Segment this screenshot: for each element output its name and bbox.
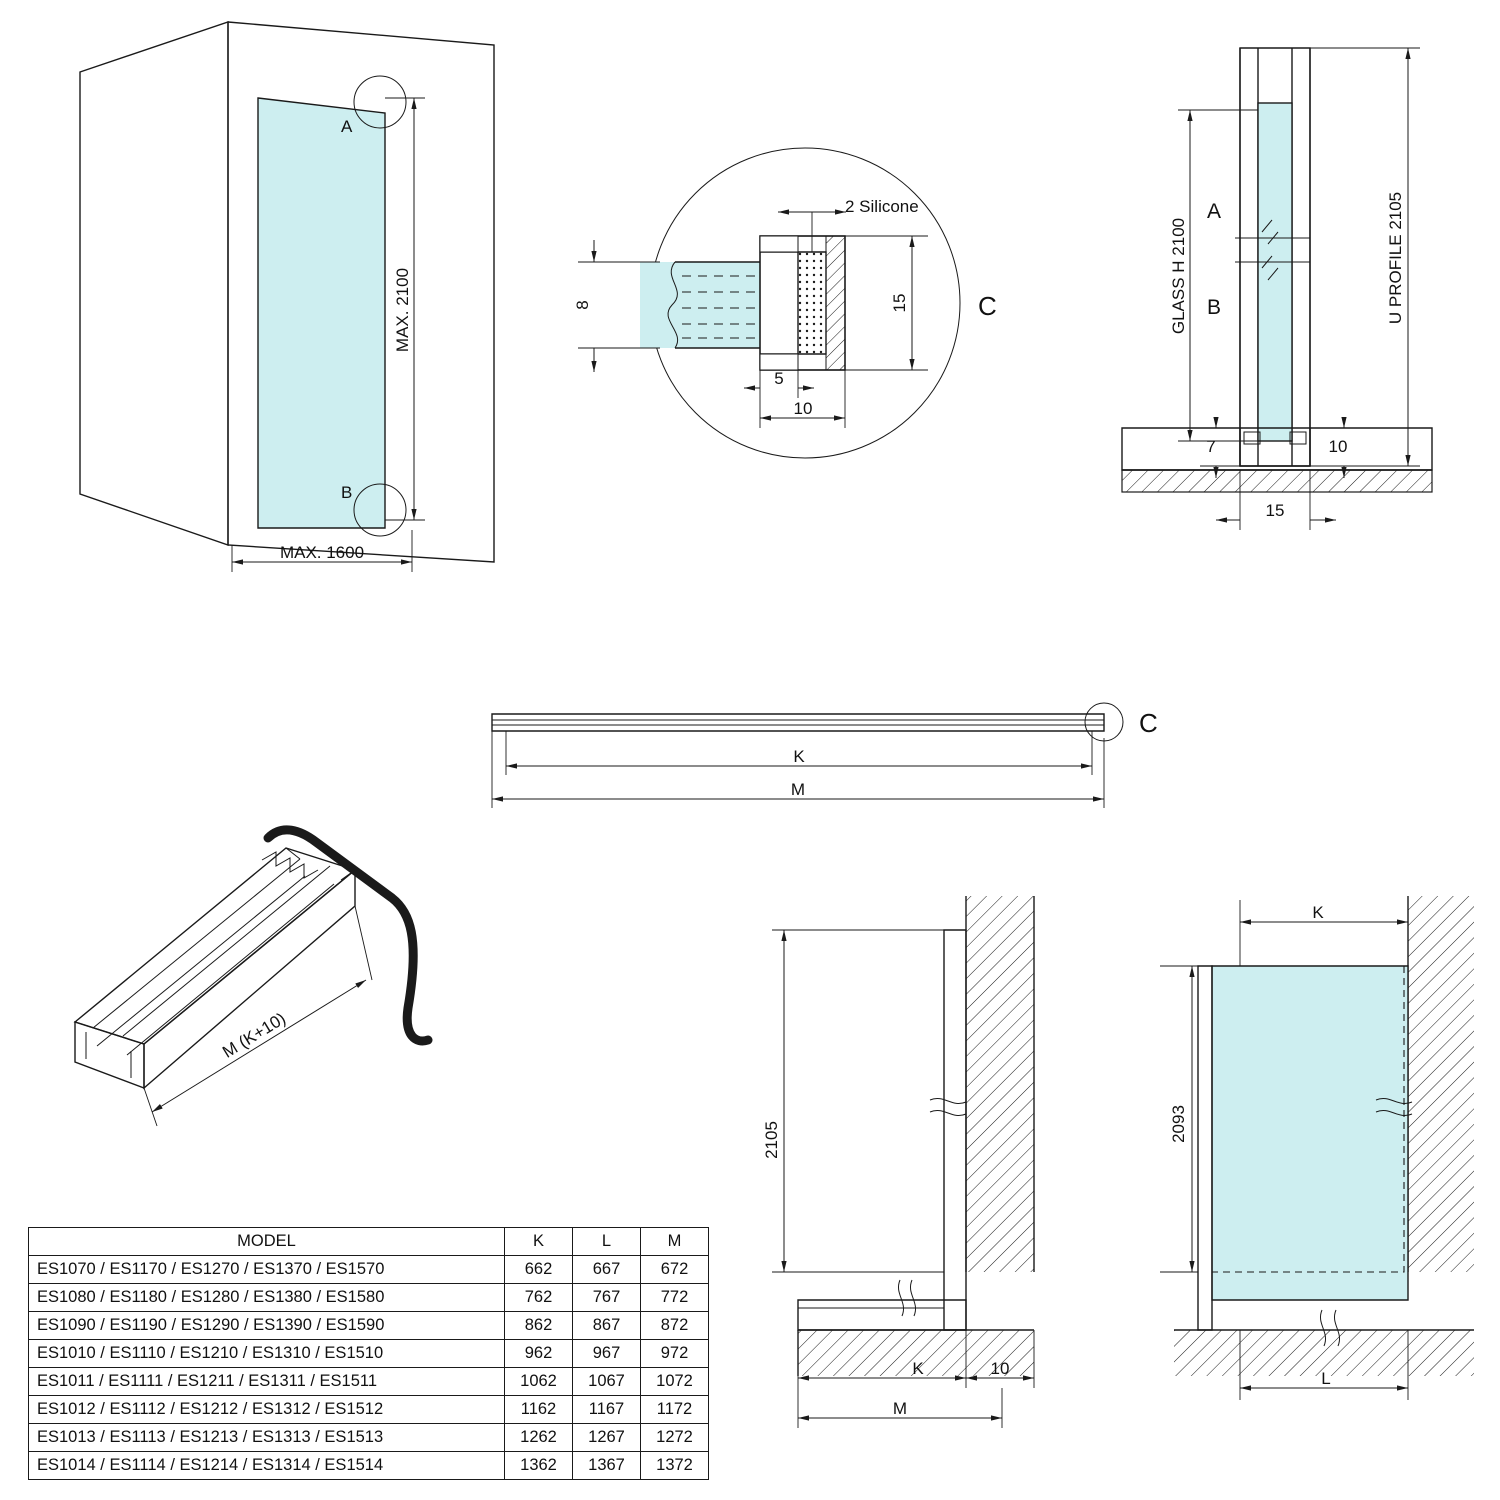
table-row xyxy=(29,1284,709,1312)
cell-m: 772 xyxy=(641,1284,709,1312)
callout-b-label: B xyxy=(341,483,353,502)
cell-l: 1367 xyxy=(573,1452,641,1480)
dim-plan-right-k: K xyxy=(1312,903,1324,922)
cell-l: 967 xyxy=(573,1340,641,1368)
table-header-row xyxy=(29,1228,709,1256)
cell-l: 1067 xyxy=(573,1368,641,1396)
dim-base-width-15: 15 xyxy=(1265,501,1285,520)
dim-u-profile: U PROFILE 2105 xyxy=(1386,191,1405,325)
cell-m: 672 xyxy=(641,1256,709,1284)
cell-m: 1272 xyxy=(641,1424,709,1452)
view-detail-c xyxy=(573,148,997,458)
table-row xyxy=(29,1340,709,1368)
header-model: MODEL xyxy=(29,1228,505,1256)
dim-max-height: MAX. 2100 xyxy=(393,267,412,353)
cell-model: ES1090 / ES1190 / ES1290 / ES1390 / ES1590 xyxy=(29,1312,505,1340)
cell-m: 872 xyxy=(641,1312,709,1340)
cell-model: ES1014 / ES1114 / ES1214 / ES1314 / ES1514 xyxy=(29,1452,505,1480)
dim-inner-5: 5 xyxy=(774,369,784,388)
label-silicone: 2 Silicone xyxy=(845,197,919,216)
cell-l: 1167 xyxy=(573,1396,641,1424)
dim-plan-left-k: K xyxy=(912,1359,924,1378)
dim-profile-height: 15 xyxy=(890,293,909,313)
view-plan-left xyxy=(762,896,1034,1428)
header-k: K xyxy=(505,1228,573,1256)
cell-k: 1362 xyxy=(505,1452,573,1480)
cell-model: ES1080 / ES1180 / ES1280 / ES1380 / ES1580 xyxy=(29,1284,505,1312)
cell-k: 1062 xyxy=(505,1368,573,1396)
dim-max-width: MAX. 1600 xyxy=(279,543,365,562)
table-row xyxy=(29,1396,709,1424)
cell-model: ES1011 / ES1111 / ES1211 / ES1311 / ES1511 xyxy=(29,1368,505,1396)
cell-k: 862 xyxy=(505,1312,573,1340)
dim-profile-length: M (K+10) xyxy=(219,1008,290,1062)
cell-m: 972 xyxy=(641,1340,709,1368)
cell-m: 1172 xyxy=(641,1396,709,1424)
dim-plan-left-height: 2105 xyxy=(762,1121,781,1159)
dim-outer-10: 10 xyxy=(793,399,813,418)
header-l: L xyxy=(573,1228,641,1256)
dim-floor-gap-7: 7 xyxy=(1206,437,1216,456)
view-section-profile xyxy=(1122,48,1432,530)
table-row xyxy=(29,1256,709,1284)
cell-k: 1262 xyxy=(505,1424,573,1452)
view-bar-kmc xyxy=(492,703,1158,808)
table-row xyxy=(29,1452,709,1480)
dim-bar-m: M xyxy=(790,780,806,799)
dim-plan-right-height: 2093 xyxy=(1169,1105,1188,1143)
table-row xyxy=(29,1312,709,1340)
dim-plan-left-m: M xyxy=(892,1399,908,1418)
table-row xyxy=(29,1424,709,1452)
cell-l: 1267 xyxy=(573,1424,641,1452)
bar-detail-c-label: C xyxy=(1139,708,1158,738)
cell-model: ES1010 / ES1110 / ES1210 / ES1310 / ES1510 xyxy=(29,1340,505,1368)
view-plan-right xyxy=(1160,896,1474,1400)
cell-k: 962 xyxy=(505,1340,573,1368)
cell-model: ES1070 / ES1170 / ES1270 / ES1370 / ES1570 xyxy=(29,1256,505,1284)
dim-plan-right-l: L xyxy=(1321,1369,1331,1388)
cell-m: 1372 xyxy=(641,1452,709,1480)
section-callout-b: B xyxy=(1206,296,1221,319)
models-dimension-table xyxy=(28,1227,709,1480)
cell-m: 1072 xyxy=(641,1368,709,1396)
view-panel-elevation xyxy=(80,22,494,572)
cell-model: ES1012 / ES1112 / ES1212 / ES1312 / ES1512 xyxy=(29,1396,505,1424)
dim-plan-left-10: 10 xyxy=(990,1359,1010,1378)
dim-bar-k: K xyxy=(793,747,805,766)
section-callout-a: A xyxy=(1206,200,1221,223)
cell-l: 667 xyxy=(573,1256,641,1284)
cell-k: 762 xyxy=(505,1284,573,1312)
cell-l: 867 xyxy=(573,1312,641,1340)
callout-a-label: A xyxy=(341,117,353,136)
detail-c-label: C xyxy=(978,291,997,321)
header-m: M xyxy=(641,1228,709,1256)
cell-l: 767 xyxy=(573,1284,641,1312)
cell-k: 1162 xyxy=(505,1396,573,1424)
view-profile-iso xyxy=(75,830,428,1126)
table-row xyxy=(29,1368,709,1396)
dim-glass-height: GLASS H 2100 xyxy=(1169,217,1188,335)
cell-k: 662 xyxy=(505,1256,573,1284)
dim-glass-thickness: 8 xyxy=(573,300,592,310)
dim-base-height-10: 10 xyxy=(1328,437,1348,456)
cell-model: ES1013 / ES1113 / ES1213 / ES1313 / ES1513 xyxy=(29,1424,505,1452)
